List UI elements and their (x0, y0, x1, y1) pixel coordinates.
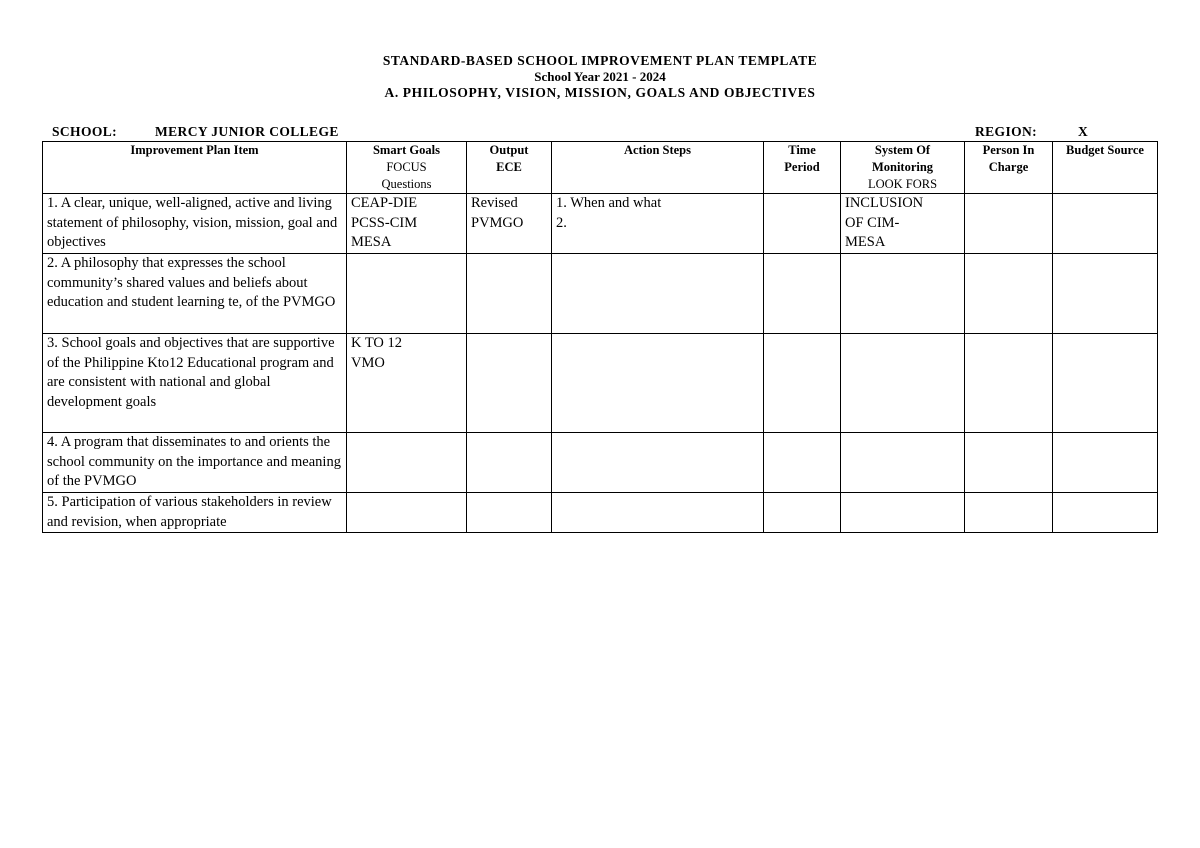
section-heading: A. PHILOSOPHY, VISION, MISSION, GOALS AND OBJECTIVES (384, 85, 816, 100)
monitoring-cell (841, 433, 965, 493)
monitoring-cell (841, 334, 965, 433)
document-header (0, 53, 1200, 101)
time-period-cell (764, 334, 841, 433)
person-in-charge-cell (965, 493, 1053, 533)
action-steps-cell (552, 493, 764, 533)
col-smart-goals: Smart Goals FOCUS Questions (347, 142, 467, 194)
table-row (43, 493, 1158, 533)
plan-item-cell: 3. School goals and objectives that are supportive of the Philippine Kto12 Educational program and are consistent with national and global development goals (43, 334, 347, 433)
col-improvement-plan-item: Improvement Plan Item (43, 142, 347, 194)
time-period-cell (764, 493, 841, 533)
improvement-plan-table (42, 141, 1158, 533)
person-in-charge-cell (965, 433, 1053, 493)
action-steps-cell: 1. When and what 2. (552, 194, 764, 254)
smart-goals-cell (347, 493, 467, 533)
table-row (43, 334, 1158, 433)
monitoring-cell (841, 493, 965, 533)
output-cell (467, 433, 552, 493)
region-value: X (1078, 124, 1089, 139)
budget-source-cell (1053, 334, 1158, 433)
smart-goals-cell (347, 254, 467, 334)
time-period-cell (764, 194, 841, 254)
smart-goals-cell (347, 433, 467, 493)
document-title: STANDARD-BASED SCHOOL IMPROVEMENT PLAN TEMPLATE (382, 53, 818, 68)
school-label: SCHOOL: (52, 124, 118, 139)
budget-source-cell (1053, 254, 1158, 334)
output-cell (467, 254, 552, 334)
school-region-line (52, 124, 1152, 140)
col-budget-source: Budget Source (1053, 142, 1158, 194)
smart-goals-cell: CEAP-DIE PCSS-CIM MESA (347, 194, 467, 254)
plan-item-cell: 4. A program that disseminates to and orients the school community on the importance and meaning of the PVMGO (43, 433, 347, 493)
col-action-steps: Action Steps (552, 142, 764, 194)
action-steps-cell (552, 334, 764, 433)
time-period-cell (764, 433, 841, 493)
output-cell: Revised PVMGO (467, 194, 552, 254)
budget-source-cell (1053, 433, 1158, 493)
col-time-period: Time Period (764, 142, 841, 194)
school-value: MERCY JUNIOR COLLEGE (155, 124, 339, 139)
budget-source-cell (1053, 194, 1158, 254)
output-cell (467, 334, 552, 433)
col-system-of-monitoring: System Of Monitoring LOOK FORS (841, 142, 965, 194)
person-in-charge-cell (965, 254, 1053, 334)
budget-source-cell (1053, 493, 1158, 533)
region-label: REGION: (975, 124, 1038, 139)
monitoring-cell (841, 254, 965, 334)
person-in-charge-cell (965, 334, 1053, 433)
smart-goals-cell: K TO 12 VMO (347, 334, 467, 433)
person-in-charge-cell (965, 194, 1053, 254)
monitoring-cell: INCLUSION OF CIM- MESA (841, 194, 965, 254)
table-row (43, 433, 1158, 493)
plan-item-cell: 1. A clear, unique, well-aligned, active and living statement of philosophy, vision, mission, goal and objectives (43, 194, 347, 254)
action-steps-cell (552, 433, 764, 493)
time-period-cell (764, 254, 841, 334)
plan-item-cell: 2. A philosophy that expresses the school community’s shared values and beliefs about education and student learning te, of the PVMGO (43, 254, 347, 334)
col-person-in-charge: Person In Charge (965, 142, 1053, 194)
table-row (43, 254, 1158, 334)
plan-item-cell: 5. Participation of various stakeholders in review and revision, when appropriate (43, 493, 347, 533)
output-cell (467, 493, 552, 533)
table-row (43, 194, 1158, 254)
school-year: School Year 2021 - 2024 (534, 69, 666, 84)
col-output: Output ECE (467, 142, 552, 194)
table-header-row (43, 142, 1158, 194)
action-steps-cell (552, 254, 764, 334)
